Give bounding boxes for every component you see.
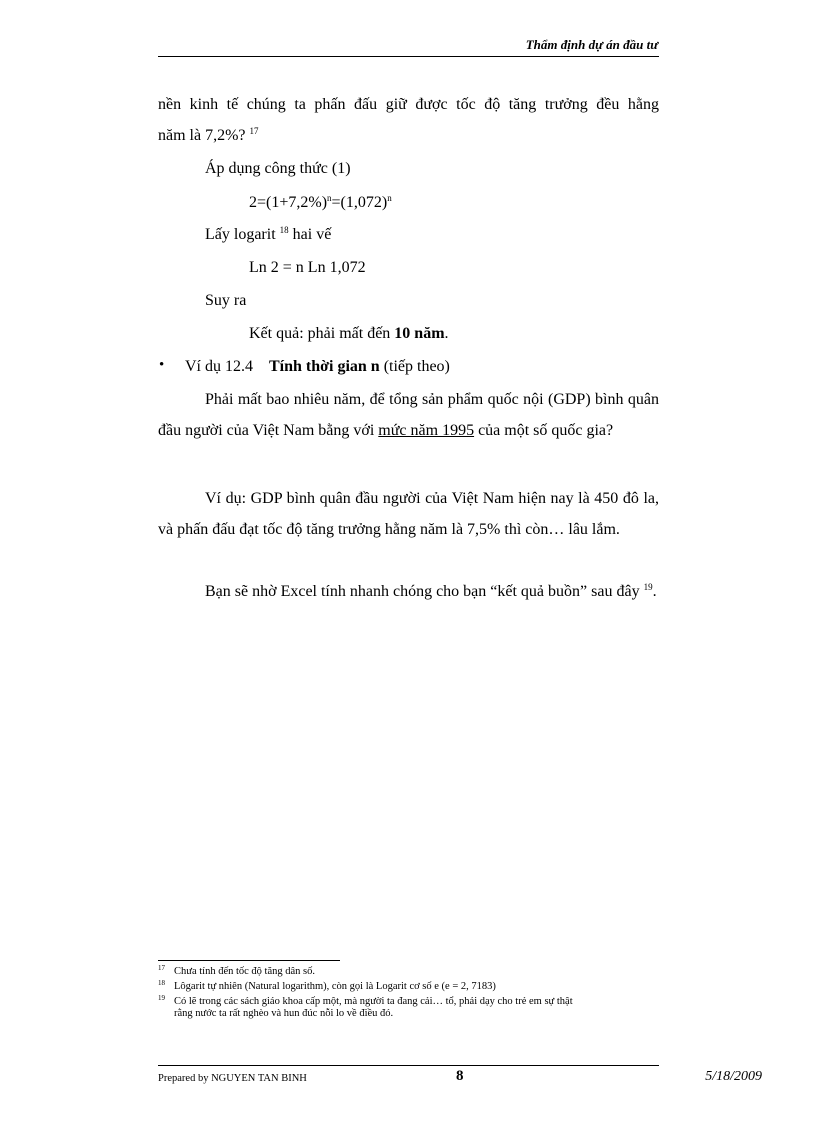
footnote-18-text: Lôgarit tự nhiên (Natural logarithm), còn gọi là Logarit cơ số e (e = 2, 7183) xyxy=(174,981,496,992)
footnote-17-text: Chưa tính đến tốc độ tăng dân số. xyxy=(174,966,316,977)
paragraph-3-text: Bạn sẽ nhờ Excel tính nhanh chóng cho bạn “kết quả buồn” sau đây xyxy=(205,583,640,600)
body-line-2 xyxy=(158,127,259,145)
footnote-number-19: 19 xyxy=(158,994,165,1002)
result-line xyxy=(249,325,449,343)
body-line-1: nền kinh tế chúng ta phấn đấu giữ được tốc độ tăng trưởng đều hằng xyxy=(158,96,659,113)
footer-prepared-by: Prepared by NGUYEN TAN BINH xyxy=(158,1073,307,1084)
example-title: Tính thời gian n xyxy=(269,358,380,375)
logarit-text-a: Lấy logarit xyxy=(205,226,276,243)
paragraph-1 xyxy=(158,385,659,446)
footnote-ref-18[interactable]: 18 xyxy=(279,225,289,235)
formula-part-a: 2=(1+7,2%) xyxy=(249,194,328,211)
ln-equation: Ln 2 = n Ln 1,072 xyxy=(249,259,366,276)
formula-line xyxy=(249,194,392,212)
footnote-ref-19[interactable]: 19 xyxy=(643,582,653,592)
footnote-rule xyxy=(158,960,340,961)
formula-exponent-2: n xyxy=(387,193,392,203)
result-bold: 10 năm xyxy=(394,325,445,342)
result-text: Kết quả: phải mất đến xyxy=(249,325,391,342)
footnote-19 xyxy=(158,996,573,1020)
example-suffix: (tiếp theo) xyxy=(383,358,450,375)
footer-date: 5/18/2009 xyxy=(705,1069,762,1084)
example-heading xyxy=(185,358,450,376)
formula-exponent-1: n xyxy=(327,193,332,203)
footnote-number-18: 18 xyxy=(158,979,165,987)
footer-rule xyxy=(158,1065,659,1066)
paragraph-3-period: . xyxy=(652,583,657,600)
footnote-17 xyxy=(158,966,315,978)
underlined-year-phrase: mức năm 1995 xyxy=(378,421,475,439)
page-header-title: Thẩm định dự án đầu tư xyxy=(525,37,658,52)
apply-formula-line: Áp dụng công thức (1) xyxy=(205,160,351,177)
page-number: 8 xyxy=(456,1068,464,1084)
footnote-ref-17[interactable]: 17 xyxy=(249,126,259,136)
formula-part-b: =(1,072) xyxy=(331,194,388,211)
paragraph-1-text-a: Phải mất bao nhiêu năm, để tổng sản phẩm quốc nội (GDP) bình quân đầu người của Việt Nam bằng với xyxy=(158,391,659,439)
footnote-19-text-a: Có lẽ trong các sách giáo khoa cấp một, mà người ta đang cải… tổ, phải dạy cho trẻ em sự thật xyxy=(174,996,573,1007)
example-label: Ví dụ 12.4 xyxy=(185,358,253,375)
header-rule xyxy=(158,56,659,57)
result-period: . xyxy=(444,325,449,342)
suy-ra-line: Suy ra xyxy=(205,292,247,309)
logarit-line xyxy=(205,226,331,244)
paragraph-1-text-b: của một số quốc gia? xyxy=(478,421,614,439)
footnote-19-text-b: rằng nước ta rất nghèo và hun đúc nỗi lo về điều đó. xyxy=(174,1008,394,1019)
footnote-18 xyxy=(158,981,496,993)
logarit-text-b: hai vế xyxy=(292,226,332,243)
paragraph-2: Ví dụ: GDP bình quân đầu người của Việt Nam hiện nay là 450 đô la, và phấn đấu đạt tốc độ tăng trưởng hằng năm là 7,5% thì còn… lâu lắm. xyxy=(158,490,659,538)
footnote-number-17: 17 xyxy=(158,964,165,972)
question-text: năm là 7,2%? xyxy=(158,127,246,144)
bullet-icon: • xyxy=(159,357,165,373)
paragraph-3 xyxy=(158,577,659,608)
